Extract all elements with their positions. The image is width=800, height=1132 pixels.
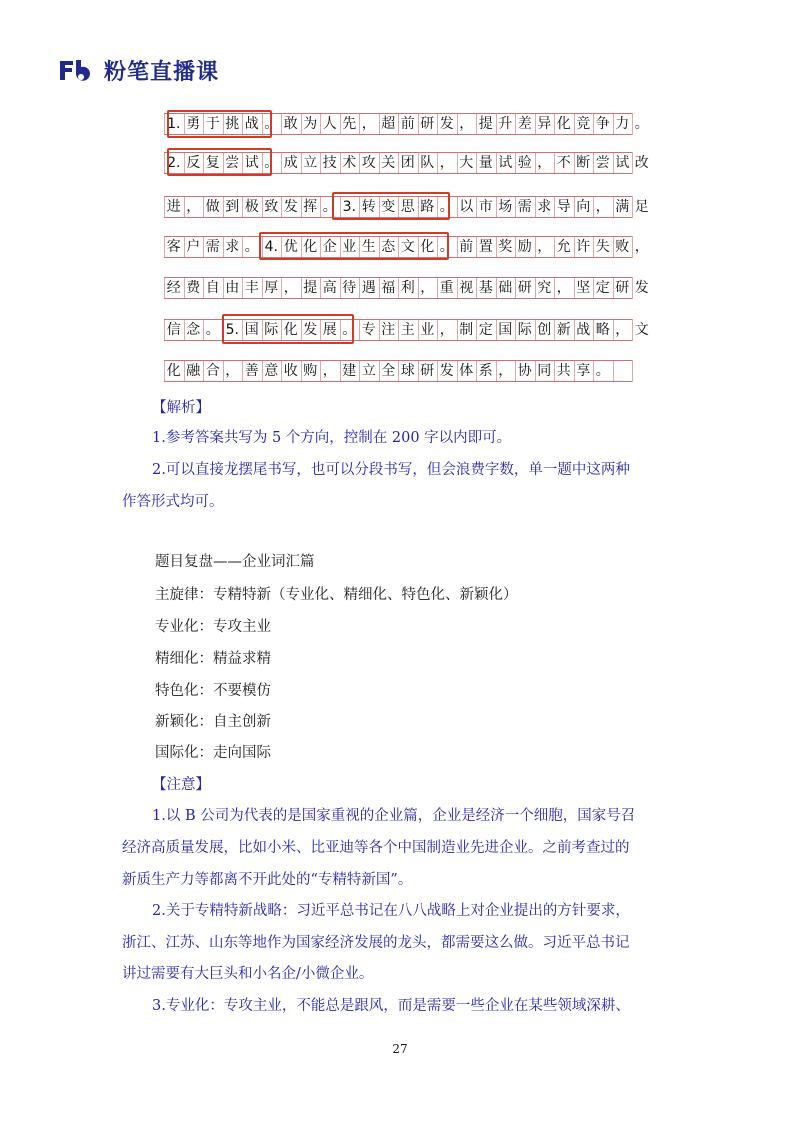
review-line-1: 主旋律：专精特新（专业化、精细化、特色化、新颖化） bbox=[155, 587, 518, 603]
grid-cell: 反 bbox=[186, 155, 201, 171]
grid-cell: 化 bbox=[283, 322, 298, 338]
grid-cell: 2. bbox=[167, 155, 181, 171]
grid-cell: 置 bbox=[478, 239, 493, 255]
grid-cell: 主 bbox=[400, 322, 415, 338]
grid-cell: 许 bbox=[576, 239, 591, 255]
analysis-item-2-cont: 作答形式均可。 bbox=[122, 494, 224, 510]
brand-logo bbox=[58, 56, 219, 84]
grid-cell: 试 bbox=[244, 155, 259, 171]
grid-cell: 求 bbox=[537, 199, 552, 215]
grid-cell: 化 bbox=[166, 363, 181, 379]
review-heading: 题目复盘——企业词汇篇 bbox=[155, 554, 315, 570]
grid-cell: 文 bbox=[400, 239, 415, 255]
notes-line-5: 浙江、江苏、山东等地作为国家经济发展的龙头，都需要这么做。习近平总书记 bbox=[122, 935, 630, 951]
grid-cell: 励 bbox=[517, 239, 532, 255]
review-line-4: 特色化：不要模仿 bbox=[155, 683, 271, 699]
highlight-box-2 bbox=[167, 148, 272, 176]
grid-cell: 导 bbox=[556, 199, 571, 215]
grid-cell: 发 bbox=[283, 199, 298, 215]
grid-cell: 奖 bbox=[498, 239, 513, 255]
grid-cell: 业 bbox=[420, 322, 435, 338]
notes-line-4: 2.关于专精特新战略：习近平总书记在八八战略上对企业提出的方针要求， bbox=[152, 903, 630, 919]
grid-cell: 文 bbox=[634, 322, 649, 338]
grid-cell: ， bbox=[186, 199, 201, 215]
grid-cell: 购 bbox=[303, 363, 318, 379]
grid-cell: 展 bbox=[322, 322, 337, 338]
brand-name: 粉笔直播课 bbox=[104, 59, 220, 85]
grid-cell: 研 bbox=[420, 363, 435, 379]
grid-cell: 略 bbox=[595, 322, 610, 338]
grid-cell: 进 bbox=[166, 199, 181, 215]
grid-cell: 前 bbox=[459, 239, 474, 255]
grid-cell: 态 bbox=[381, 239, 396, 255]
grid-cell: 3. bbox=[342, 199, 356, 215]
analysis-item-1: 1.参考答案共写为 5 个方向，控制在 200 字以内即可。 bbox=[152, 430, 512, 446]
grid-cell: ， bbox=[595, 199, 610, 215]
grid-cell: 场 bbox=[498, 199, 513, 215]
grid-cell: 球 bbox=[400, 363, 415, 379]
grid-cell: 高 bbox=[322, 280, 337, 296]
notes-title: 【注意】 bbox=[152, 777, 210, 793]
grid-cell: 际 bbox=[517, 322, 532, 338]
grid-cell: 验 bbox=[517, 155, 532, 171]
grid-cell: ， bbox=[361, 116, 376, 132]
grid-cell: 以 bbox=[459, 199, 474, 215]
grid-cell: 尝 bbox=[595, 155, 610, 171]
grid-cell: 。 bbox=[634, 116, 649, 132]
grid-cell: ， bbox=[225, 363, 240, 379]
grid-cell: ， bbox=[322, 363, 337, 379]
grid-cell: 究 bbox=[537, 280, 552, 296]
grid-cell: ， bbox=[283, 280, 298, 296]
grid-cell: 关 bbox=[381, 155, 396, 171]
grid-cell: 为 bbox=[303, 116, 318, 132]
grid-cell: 发 bbox=[634, 280, 649, 296]
grid-cell: 收 bbox=[283, 363, 298, 379]
grid-cell: 需 bbox=[205, 239, 220, 255]
grid-cell: 足 bbox=[634, 199, 649, 215]
analysis-title: 【解析】 bbox=[152, 400, 210, 416]
grid-cell: 体 bbox=[459, 363, 474, 379]
grid-cell: 改 bbox=[634, 155, 649, 171]
notes-line-2: 经济高质量发展，比如小米、比亚迪等各个中国制造业先进企业。之前考查过的 bbox=[122, 840, 630, 856]
grid-cell: 。 bbox=[439, 199, 454, 215]
grid-cell: 于 bbox=[205, 116, 220, 132]
grid-cell: 成 bbox=[283, 155, 298, 171]
essay-grid-figure bbox=[164, 102, 649, 386]
grid-cell: 际 bbox=[264, 322, 279, 338]
grid-cell: 量 bbox=[478, 155, 493, 171]
grid-cell: 研 bbox=[615, 280, 630, 296]
highlight-box-4 bbox=[259, 232, 449, 260]
grid-cell: 不 bbox=[556, 155, 571, 171]
grid-cell: 敢 bbox=[283, 116, 298, 132]
grid-cell: 。 bbox=[342, 322, 357, 338]
review-line-6: 国际化：走向国际 bbox=[155, 745, 271, 761]
grid-row bbox=[164, 360, 632, 382]
grid-cell: 国 bbox=[498, 322, 513, 338]
grid-cell: 享 bbox=[576, 363, 591, 379]
grid-cell: 立 bbox=[303, 155, 318, 171]
grid-cell: 国 bbox=[244, 322, 259, 338]
grid-cell: 发 bbox=[439, 116, 454, 132]
grid-cell: 待 bbox=[342, 280, 357, 296]
grid-cell: 竞 bbox=[576, 116, 591, 132]
grid-cell: 1. bbox=[167, 116, 181, 132]
review-line-3: 精细化：精益求精 bbox=[155, 651, 271, 667]
grid-cell: ， bbox=[439, 155, 454, 171]
review-line-5: 新颖化：自主创新 bbox=[155, 714, 271, 730]
grid-cell: 市 bbox=[478, 199, 493, 215]
grid-cell: 经 bbox=[166, 280, 181, 296]
grid-cell: 费 bbox=[186, 280, 201, 296]
grid-cell: 善 bbox=[244, 363, 259, 379]
grid-cell: 满 bbox=[615, 199, 630, 215]
grid-cell: 利 bbox=[400, 280, 415, 296]
grid-cell: 立 bbox=[361, 363, 376, 379]
grid-cell: 共 bbox=[556, 363, 571, 379]
grid-cell: 协 bbox=[517, 363, 532, 379]
grid-cell: 复 bbox=[205, 155, 220, 171]
grid-cell: 断 bbox=[576, 155, 591, 171]
grid-cell: 到 bbox=[225, 199, 240, 215]
grid-cell: 融 bbox=[186, 363, 201, 379]
grid-cell: 攻 bbox=[361, 155, 376, 171]
grid-cell: 化 bbox=[420, 239, 435, 255]
grid-cell: 允 bbox=[556, 239, 571, 255]
grid-cell: 客 bbox=[166, 239, 181, 255]
grid-cell: 术 bbox=[342, 155, 357, 171]
grid-cell: 。 bbox=[595, 363, 610, 379]
grid-cell: ， bbox=[634, 239, 649, 255]
grid-cell: 变 bbox=[381, 199, 396, 215]
notes-line-3: 新质生产力等都离不开此处的“专精特新国”。 bbox=[122, 872, 413, 888]
grid-cell: 化 bbox=[556, 116, 571, 132]
grid-cell: 队 bbox=[420, 155, 435, 171]
grid-cell: 户 bbox=[186, 239, 201, 255]
grid-cell: 视 bbox=[459, 280, 474, 296]
grid-cell: 同 bbox=[537, 363, 552, 379]
grid-cell: 败 bbox=[615, 239, 630, 255]
grid-cell: 由 bbox=[225, 280, 240, 296]
highlight-box-3 bbox=[332, 192, 450, 220]
grid-cell: 试 bbox=[615, 155, 630, 171]
grid-cell: 超 bbox=[381, 116, 396, 132]
grid-cell: 挥 bbox=[303, 199, 318, 215]
grid-cell: 提 bbox=[478, 116, 493, 132]
grid-cell: 福 bbox=[381, 280, 396, 296]
highlight-box-1 bbox=[167, 110, 272, 138]
grid-cell: 转 bbox=[361, 199, 376, 215]
grid-cell: ， bbox=[420, 280, 435, 296]
grid-cell: 升 bbox=[498, 116, 513, 132]
grid-cell: 做 bbox=[205, 199, 220, 215]
grid-cell: 异 bbox=[537, 116, 552, 132]
grid-cell: 自 bbox=[205, 280, 220, 296]
grid-cell: ， bbox=[537, 239, 552, 255]
grid-cell: 。 bbox=[439, 239, 454, 255]
grid-cell: 。 bbox=[322, 199, 337, 215]
page-number: 27 bbox=[392, 1042, 408, 1056]
grid-cell: 致 bbox=[264, 199, 279, 215]
analysis-item-2: 2.可以直接龙摆尾书写，也可以分段书写，但会浪费字数，单一题中这两种 bbox=[152, 462, 630, 478]
grid-cell: 系 bbox=[478, 363, 493, 379]
grid-cell: 基 bbox=[478, 280, 493, 296]
grid-cell: 意 bbox=[264, 363, 279, 379]
grid-cell: 技 bbox=[322, 155, 337, 171]
grid-cell: 力 bbox=[615, 116, 630, 132]
grid-cell: 极 bbox=[244, 199, 259, 215]
grid-cell: 需 bbox=[517, 199, 532, 215]
grid-cell: 生 bbox=[361, 239, 376, 255]
fb-logo-icon bbox=[58, 58, 98, 82]
grid-cell: 厚 bbox=[264, 280, 279, 296]
grid-cell: 坚 bbox=[576, 280, 591, 296]
review-line-2: 专业化：专攻主业 bbox=[155, 619, 271, 635]
grid-cell: 遇 bbox=[361, 280, 376, 296]
grid-cell: 业 bbox=[342, 239, 357, 255]
grid-cell: 建 bbox=[342, 363, 357, 379]
grid-cell: 专 bbox=[361, 322, 376, 338]
grid-cell: 制 bbox=[459, 322, 474, 338]
grid-row bbox=[164, 277, 649, 299]
grid-cell: 前 bbox=[400, 116, 415, 132]
grid-cell: 差 bbox=[517, 116, 532, 132]
grid-cell: 先 bbox=[342, 116, 357, 132]
grid-cell: 丰 bbox=[244, 280, 259, 296]
grid-cell: 定 bbox=[595, 280, 610, 296]
grid-cell: 发 bbox=[439, 363, 454, 379]
grid-cell: 全 bbox=[381, 363, 396, 379]
notes-line-7: 3.专业化：专攻主业，不能总是跟风，而是需要一些企业在某些领域深耕、 bbox=[152, 998, 630, 1014]
grid-cell: 。 bbox=[244, 239, 259, 255]
grid-cell: 发 bbox=[303, 322, 318, 338]
grid-cell: ， bbox=[537, 155, 552, 171]
grid-cell: 尝 bbox=[225, 155, 240, 171]
grid-cell: ， bbox=[615, 322, 630, 338]
grid-cell: 战 bbox=[576, 322, 591, 338]
grid-cell: 企 bbox=[322, 239, 337, 255]
grid-cell: 5. bbox=[225, 322, 239, 338]
grid-cell: 。 bbox=[205, 322, 220, 338]
grid-cell: 。 bbox=[264, 116, 279, 132]
grid-cell: 新 bbox=[556, 322, 571, 338]
grid-cell: 路 bbox=[420, 199, 435, 215]
grid-cell: 试 bbox=[498, 155, 513, 171]
highlight-box-5 bbox=[222, 314, 354, 344]
grid-cell: 优 bbox=[283, 239, 298, 255]
grid-cell: 求 bbox=[225, 239, 240, 255]
grid-cell: ， bbox=[498, 363, 513, 379]
grid-cell: 挑 bbox=[225, 116, 240, 132]
grid-cell: 合 bbox=[205, 363, 220, 379]
grid-cell: 大 bbox=[459, 155, 474, 171]
grid-cell: 注 bbox=[381, 322, 396, 338]
grid-cell: 念 bbox=[186, 322, 201, 338]
grid-cell: 定 bbox=[478, 322, 493, 338]
grid-cell: 重 bbox=[439, 280, 454, 296]
notes-line-6: 讲过需要有大巨头和小名企/小微企业。 bbox=[122, 966, 374, 982]
grid-cell: ， bbox=[439, 322, 454, 338]
grid-cell: ， bbox=[459, 116, 474, 132]
grid-cell: 提 bbox=[303, 280, 318, 296]
grid-cell: 团 bbox=[400, 155, 415, 171]
grid-cell: 化 bbox=[303, 239, 318, 255]
grid-cell: 础 bbox=[498, 280, 513, 296]
grid-cell: 创 bbox=[537, 322, 552, 338]
grid-cell: 研 bbox=[420, 116, 435, 132]
notes-line-1: 1.以 B 公司为代表的是国家重视的企业篇，企业是经济一个细胞，国家号召 bbox=[152, 808, 636, 824]
grid-cell: ， bbox=[556, 280, 571, 296]
grid-cell: 4. bbox=[264, 239, 278, 255]
grid-cell: 争 bbox=[595, 116, 610, 132]
grid-cell: 勇 bbox=[186, 116, 201, 132]
grid-cell: 战 bbox=[244, 116, 259, 132]
grid-cell: 。 bbox=[264, 155, 279, 171]
grid-cell: 失 bbox=[595, 239, 610, 255]
grid-cell: 思 bbox=[400, 199, 415, 215]
grid-cell: 信 bbox=[166, 322, 181, 338]
grid-cell: 向 bbox=[576, 199, 591, 215]
grid-cell: 人 bbox=[322, 116, 337, 132]
grid-cell: 研 bbox=[517, 280, 532, 296]
